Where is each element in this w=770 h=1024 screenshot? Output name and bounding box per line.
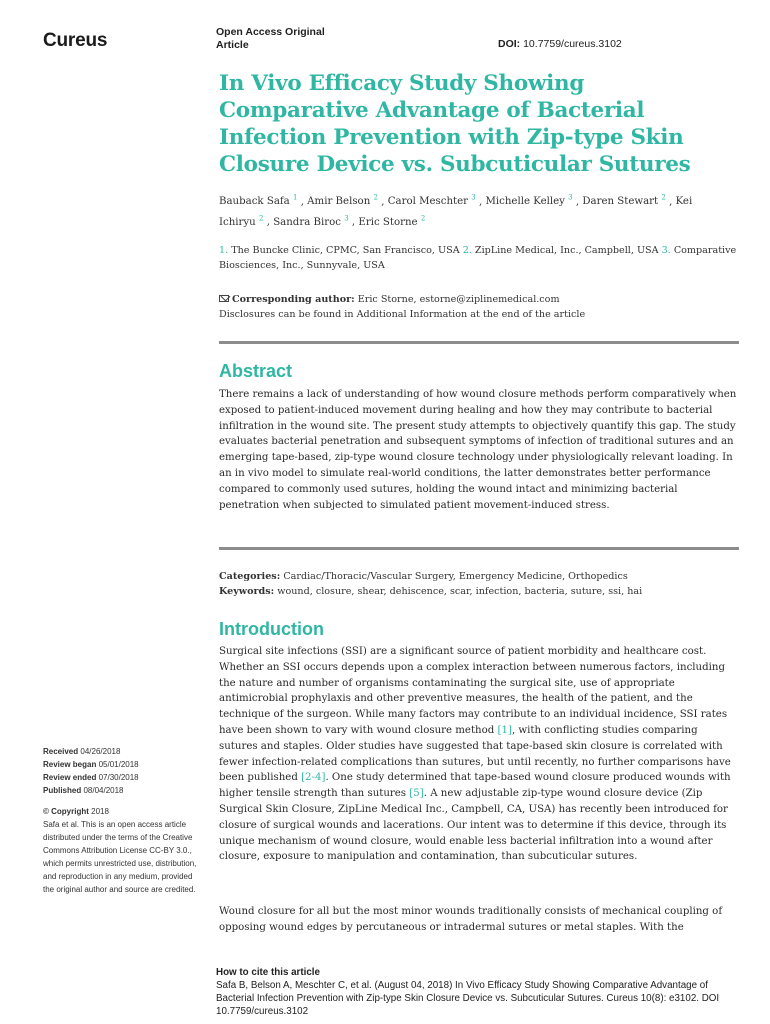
doi <box>498 38 622 50</box>
author-list: Bauback Safa $^1$ , Amir Belson $^2$ , Carol Meschter $^3$ , Michelle Kelley $^3$ , Daren Stewart $^2$ , Kei Ichiryu $^2$ , Sandra Biroc $^3$ , Eric Storne $^2$ <box>219 194 693 228</box>
citation-link[interactable]: [5] <box>409 788 424 800</box>
doi-label: DOI: <box>498 38 521 50</box>
journal-logo: Cureus <box>43 30 108 51</box>
introduction-paragraph: Surgical site infections (SSI) are a significant source of patient morbidity and healthcare cost. Whether an SSI occurs depends upon a complex interaction between numerous factors, including the nature and number of organisms contaminating the surgical site, use of appropriate antimicrobial prophylaxis and other preventive measures, the health of the patient, and the technique of the surgeon. While many factors may contribute to an individual incidence, SSI rates have been shown to vary with wound closure method [1], with conflicting studies comparing sutures and staples. Older studies have suggested that tape-based skin closure is correlated with fewer infection-related complications than sutures, but until recently, no further comparisons have been published [2-4]. One study determined that tape-based wound closure produced wounds with higher tensile strength than sutures [5]. A new adjustable zip-type wound closure device (Zip Surgical Skin Closure, ZipLine Medical Inc., Campbell, CA, USA) has recently been introduced for closure of surgical wounds and lacerations. Our intent was to determine if this device, through its unique mechanism of wound closure, would enable less bacterial infiltration into a wound after closure, exposure to manipulation and contamination, than subcuticular sutures. <box>219 646 731 863</box>
author[interactable]: Bauback Safa $^1$ <box>219 194 298 208</box>
copyright-line: © Copyright 2018 <box>43 807 109 816</box>
abstract-heading: Abstract <box>219 361 293 381</box>
article-title: In Vivo Efficacy Study Showing Comparative Advantage of Bacterial Infection Prevention with Zip-type Skin Closure Device vs. Subcuticular Sutures <box>219 71 691 177</box>
citation-link[interactable]: [1] <box>497 724 512 736</box>
author[interactable]: Amir Belson $^2$ <box>307 194 378 208</box>
publication-dates <box>43 745 203 797</box>
citation-text: Safa B, Belson A, Meschter C, et al. (August 04, 2018) In Vivo Efficacy Study Showing Comparative Advantage of Bacterial Infection Prevention with Zip-type Skin Closure Device vs. Subcuticular Sutures. Cureus 10(8): e3102. DOI 10.7759/cureus.3102 <box>216 980 720 1017</box>
date-received: Received 04/26/2018 <box>43 747 121 756</box>
citation-link[interactable]: [2-4] <box>301 772 326 784</box>
disclosures-note: Disclosures can be found in Additional Information at the end of the article <box>219 309 586 320</box>
affiliation-list <box>219 243 739 273</box>
author[interactable]: Carol Meschter $^3$ <box>387 194 476 208</box>
categories: Categories: Cardiac/Thoracic/Vascular Surgery, Emergency Medicine, Orthopedics <box>219 571 628 582</box>
article-type: Open Access Original Article <box>216 26 325 51</box>
corresponding-value[interactable]: Eric Storne, estorne@ziplinemedical.com <box>357 294 560 305</box>
author[interactable]: Michelle Kelley $^3$ <box>485 194 573 208</box>
date-review-ended: Review ended 07/30/2018 <box>43 773 139 782</box>
affiliation: 1. The Buncke Clinic, CPMC, San Francisco, USA <box>219 245 460 256</box>
corresponding-label: Corresponding author: <box>232 294 355 305</box>
envelope-icon <box>219 295 229 302</box>
author[interactable]: Kei Ichiryu $^2$ <box>219 196 693 228</box>
citation-label: How to cite this article <box>216 967 320 978</box>
abstract-body: There remains a lack of understanding of how wound closure methods perform comparatively when exposed to patient-induced movement during healing and how they may contribute to bacterial infiltration in the wound site. The present study attempts to objectively quantify this gap. The study evaluates bacterial penetration and subsequent symptoms of infection of traditional sutures and an emerging tape-based, zip-type wound closure technology under physiologically relevant loading. In an in vivo model to simulate real-world conditions, the latter demonstrates better performance compared to commonly used sutures, holding the wound intact and minimizing bacterial penetration when subjected to simulated patient movement-induced stress. <box>219 389 737 511</box>
categories-block <box>219 570 739 599</box>
introduction-heading: Introduction <box>219 619 324 639</box>
keywords: Keywords: wound, closure, shear, dehiscence, scar, infection, bacteria, suture, ssi, hai <box>219 585 643 597</box>
date-published: Published 08/04/2018 <box>43 786 124 795</box>
affiliation: 3. Comparative Biosciences, Inc., Sunnyvale, USA <box>219 245 737 271</box>
corresponding-author <box>219 292 739 307</box>
divider <box>219 341 739 344</box>
date-review-began: Review began 05/01/2018 <box>43 760 139 769</box>
affiliation: 2. ZipLine Medical, Inc., Campbell, USA <box>462 245 659 256</box>
author[interactable]: Eric Storne $^2$ <box>358 214 426 228</box>
author[interactable]: Sandra Biroc $^3$ <box>273 214 349 228</box>
doi-value[interactable]: 10.7759/cureus.3102 <box>523 38 622 50</box>
divider <box>219 547 739 550</box>
citation-block <box>216 966 736 1018</box>
copyright-block <box>43 805 203 896</box>
introduction-paragraph: Wound closure for all but the most minor wounds traditionally consists of mechanical coupling of opposing wound edges by percutaneous or intradermal sutures or metal staples. With the <box>219 906 723 933</box>
author[interactable]: Daren Stewart $^2$ <box>582 194 666 208</box>
license-text: Safa et al. This is an open access article distributed under the terms of the Creative Commons Attribution License CC-BY 3.0., which permits unrestricted use, distribution, and reproduction in any medium, provided the original author and source are credited. <box>43 820 197 894</box>
